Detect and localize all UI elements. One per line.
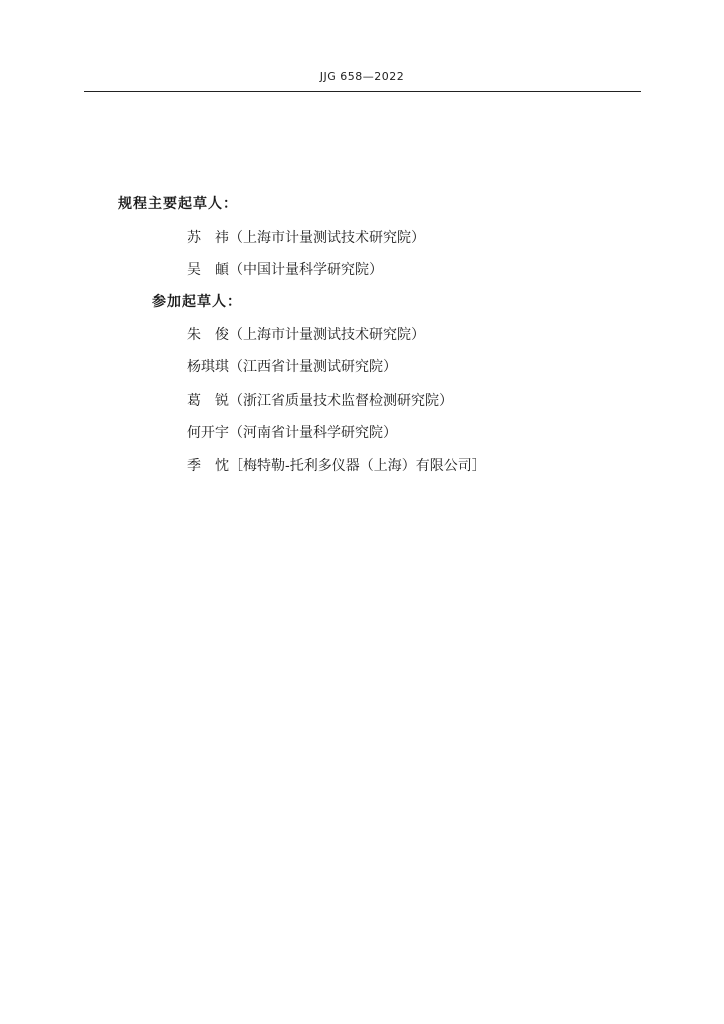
main-drafter-entry: [187, 259, 383, 279]
participant-entry: [187, 356, 397, 376]
participant-entry: [187, 390, 453, 410]
participants-title: 参加起草人：: [152, 294, 242, 310]
participant-name: 季 忱: [187, 458, 229, 474]
participant-organization: （河南省计量科学研究院）: [229, 425, 397, 441]
participant-organization: （上海市计量测试技术研究院）: [229, 327, 425, 343]
main-drafters-title: 规程主要起草人：: [118, 196, 238, 212]
participant-name: 葛 锐: [187, 393, 229, 409]
participant-name: 何开宇: [187, 425, 229, 441]
header-rule: [84, 91, 641, 92]
participant-name: 朱 俊: [187, 327, 229, 343]
participant-organization: ［梅特勒-托利多仪器（上海）有限公司］: [229, 458, 486, 474]
participant-entry: [187, 324, 425, 344]
participant-organization: （江西省计量测试研究院）: [229, 359, 397, 375]
drafter-name: 苏 祎: [187, 230, 229, 246]
main-drafter-entry: [187, 227, 425, 247]
standard-code: JJG 658—2022: [319, 70, 405, 83]
drafter-organization: （上海市计量测试技术研究院）: [229, 230, 425, 246]
participant-name: 杨琪琪: [187, 359, 229, 375]
participant-entry: [187, 422, 397, 442]
participant-entry: [187, 455, 486, 475]
participant-organization: （浙江省质量技术监督检测研究院）: [229, 393, 453, 409]
drafter-name: 吴 頔: [187, 262, 229, 278]
drafter-organization: （中国计量科学研究院）: [229, 262, 383, 278]
